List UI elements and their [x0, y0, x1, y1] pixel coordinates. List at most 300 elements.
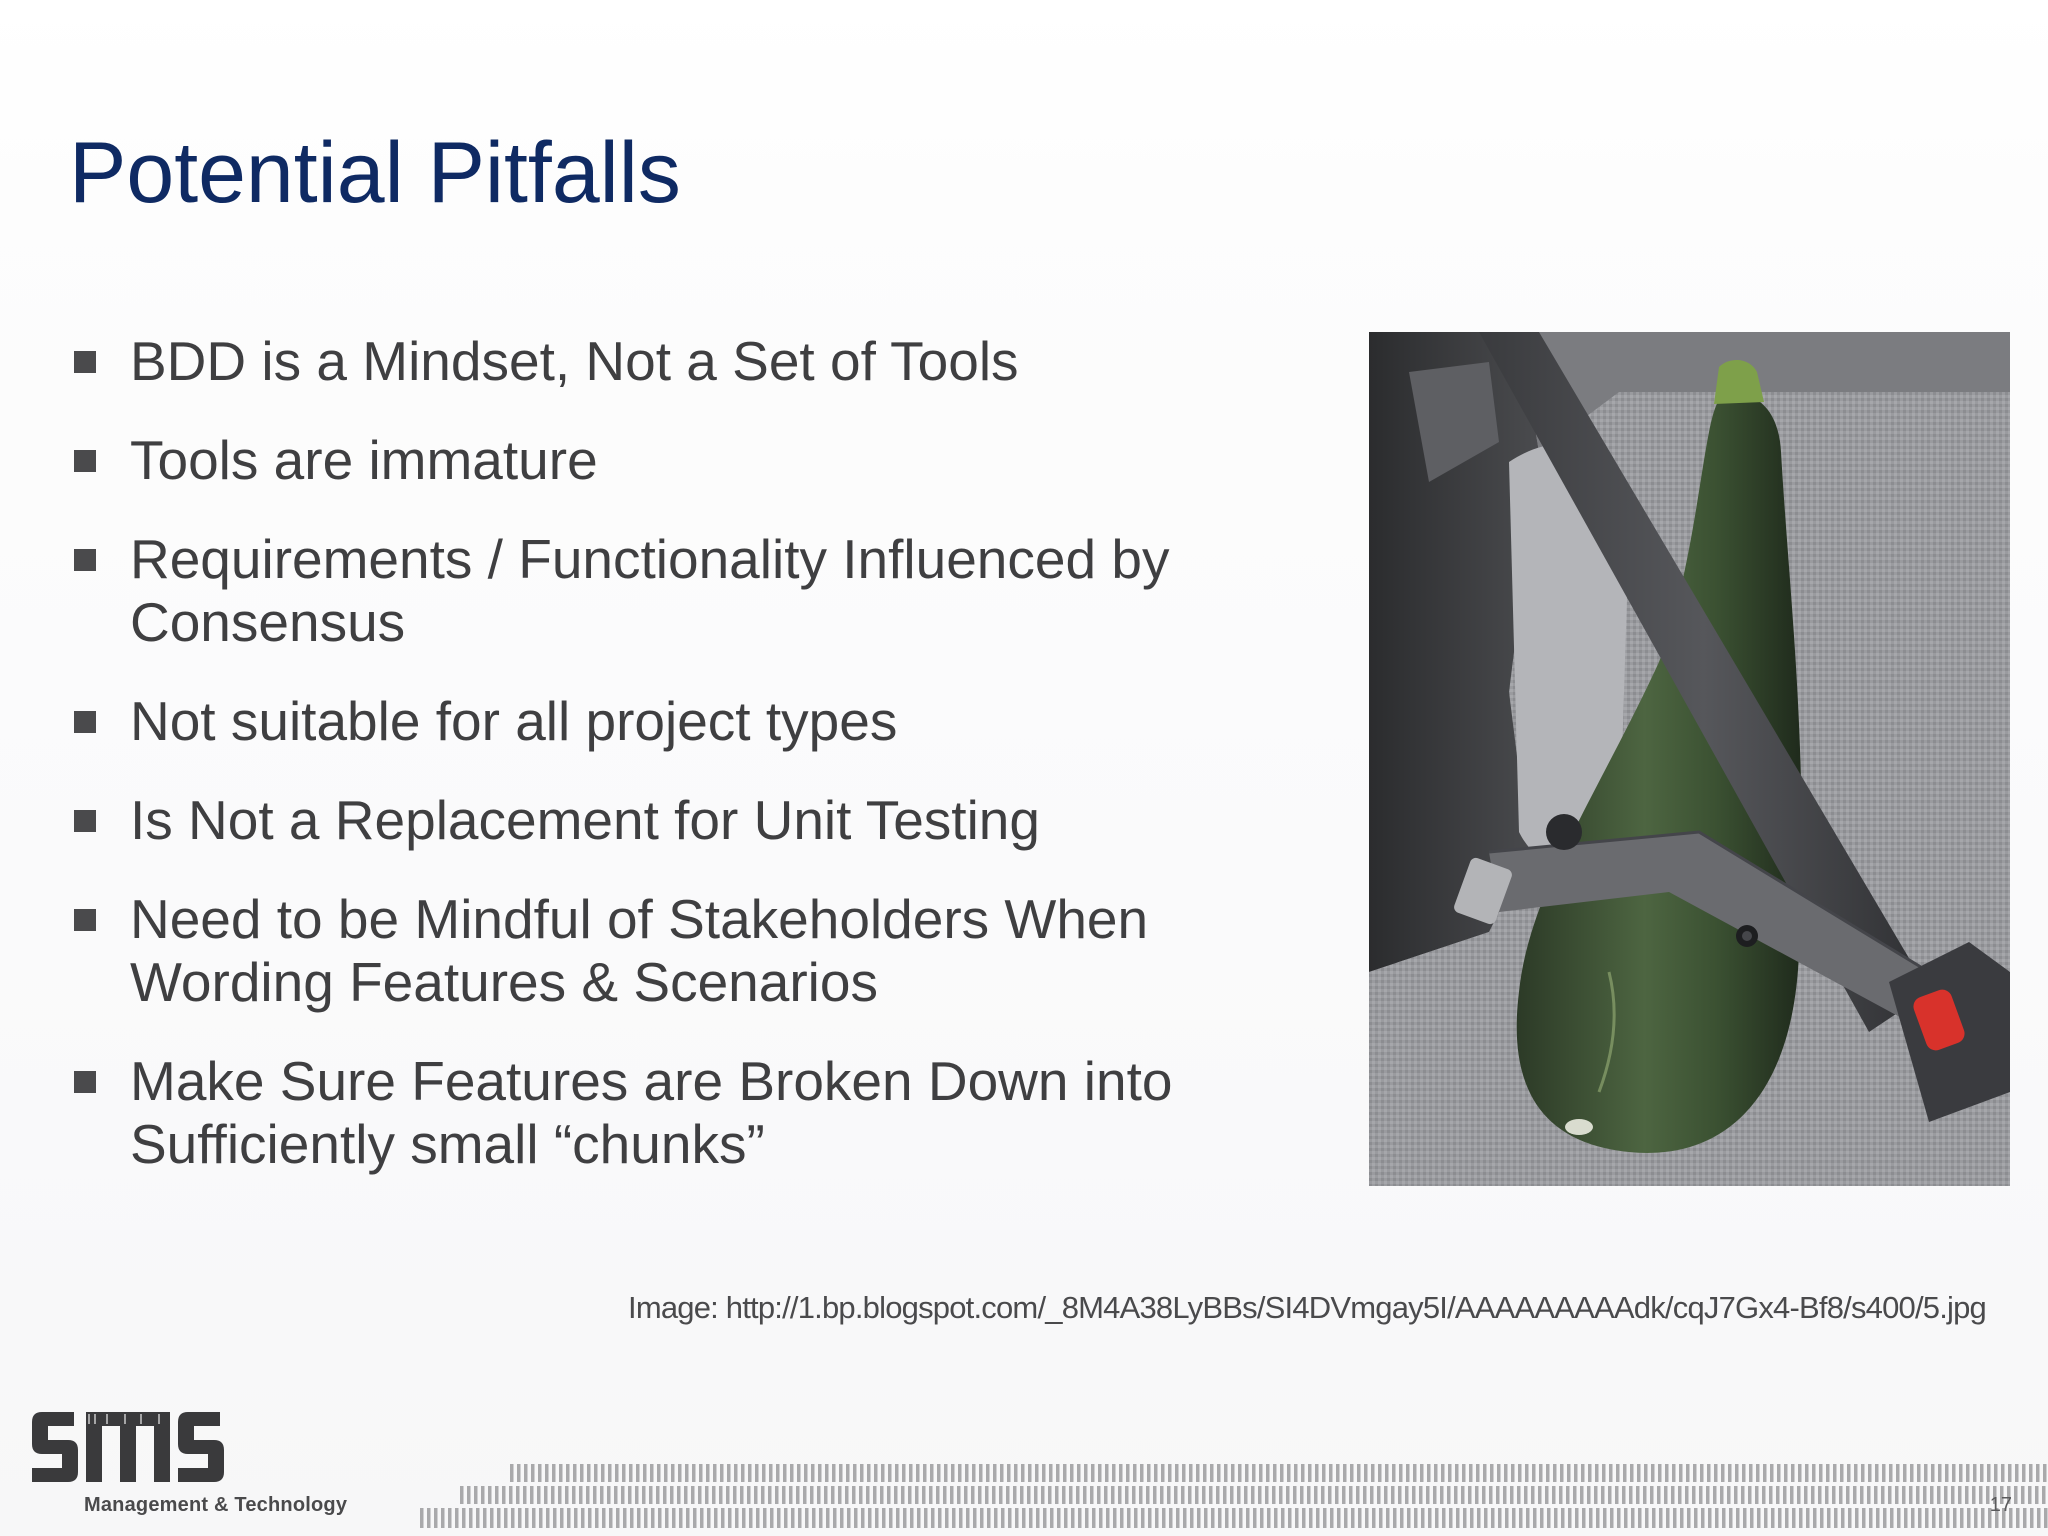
stripe-bar — [488, 1486, 492, 1504]
stripe-bar — [637, 1508, 641, 1528]
stripe-bar — [1722, 1508, 1726, 1528]
stripe-bar — [1308, 1464, 1312, 1482]
stripe-bar — [987, 1508, 991, 1528]
stripe-bar — [1442, 1508, 1446, 1528]
stripe-bar — [938, 1508, 942, 1528]
stripe-bar — [1489, 1486, 1493, 1504]
stripe-bar — [1889, 1464, 1893, 1482]
stripe-bar — [1813, 1508, 1817, 1528]
stripe-bar — [1449, 1508, 1453, 1528]
stripe-bar — [1440, 1486, 1444, 1504]
page-number: 17 — [1989, 1494, 2012, 1516]
stripe-bar — [747, 1486, 751, 1504]
bullet-text: Requirements / Functionality Influenced by Consensus — [130, 528, 1170, 653]
stripe-bar — [733, 1486, 737, 1504]
stripe-bar — [1273, 1464, 1277, 1482]
stripe-bar — [840, 1508, 844, 1528]
stripe-bar — [579, 1486, 583, 1504]
stripe-bar — [1868, 1464, 1872, 1482]
stripe-bar — [1253, 1508, 1257, 1528]
stripe-bar — [1036, 1508, 1040, 1528]
stripe-bar — [495, 1486, 499, 1504]
stripe-bar — [1510, 1486, 1514, 1504]
stripe-bar — [1469, 1464, 1473, 1482]
stripe-bar — [664, 1464, 668, 1482]
stripe-bar — [1678, 1486, 1682, 1504]
stripe-bar — [1595, 1464, 1599, 1482]
stripe-bar — [1923, 1486, 1927, 1504]
stripe-bar — [1630, 1464, 1634, 1482]
stripe-bar — [1580, 1486, 1584, 1504]
stripe-bar — [1127, 1508, 1131, 1528]
stripe-bar — [1168, 1464, 1172, 1482]
stripe-bar — [1029, 1508, 1033, 1528]
stripe-bar — [1792, 1508, 1796, 1528]
stripe-bar — [1484, 1508, 1488, 1528]
stripe-bar — [1552, 1486, 1556, 1504]
stripe-bar — [861, 1508, 865, 1528]
stripe-bar — [964, 1486, 968, 1504]
stripe-bar — [1707, 1464, 1711, 1482]
stripe-bar — [1342, 1486, 1346, 1504]
stripe-bar — [497, 1508, 501, 1528]
stripe-bar — [1097, 1486, 1101, 1504]
stripe-bar — [1749, 1464, 1753, 1482]
stripe-bar — [824, 1486, 828, 1504]
stripe-bar — [1582, 1508, 1586, 1528]
stripe-bar — [1225, 1508, 1229, 1528]
stripe-bar — [782, 1486, 786, 1504]
stripe-bar — [1832, 1486, 1836, 1504]
stripe-bar — [1888, 1486, 1892, 1504]
stripe-bar — [845, 1486, 849, 1504]
stripe-bar — [2008, 1464, 2012, 1482]
stripe-bar — [525, 1508, 529, 1528]
stripe-bar — [1148, 1508, 1152, 1528]
stripe-bar — [1972, 1486, 1976, 1504]
stripe-bar — [434, 1508, 438, 1528]
stripe-bar — [755, 1464, 759, 1482]
stripe-bar — [567, 1508, 571, 1528]
stripe-bar — [2023, 1508, 2027, 1528]
stripe-bar — [1680, 1508, 1684, 1528]
stripe-bar — [791, 1508, 795, 1528]
stripe-bar — [1202, 1486, 1206, 1504]
stripe-bar — [1896, 1464, 1900, 1482]
stripe-bar — [1022, 1508, 1026, 1528]
stripe-bar — [1567, 1464, 1571, 1482]
stripe-bar — [537, 1486, 541, 1504]
stripe-bar — [1743, 1508, 1747, 1528]
stripe-bar — [511, 1508, 515, 1528]
stripe-bar — [1426, 1486, 1430, 1504]
stripe-bar — [1161, 1464, 1165, 1482]
stripe-bar — [1980, 1464, 1984, 1482]
stripe-bar — [1566, 1486, 1570, 1504]
stripe-bar — [1252, 1464, 1256, 1482]
stripe-bar — [601, 1464, 605, 1482]
stripe-bar — [1498, 1508, 1502, 1528]
stripe-bar — [441, 1508, 445, 1528]
stripe-bar — [775, 1486, 779, 1504]
stripe-bar — [1175, 1464, 1179, 1482]
stripe-bar — [1911, 1508, 1915, 1528]
stripe-bar — [532, 1508, 536, 1528]
square-bullet-icon — [74, 351, 96, 373]
stripe-bar — [1973, 1464, 1977, 1482]
stripe-bar — [714, 1508, 718, 1528]
stripe-bar — [651, 1508, 655, 1528]
stripe-bar — [587, 1464, 591, 1482]
stripe-bar — [1069, 1486, 1073, 1504]
stripe-bar — [663, 1486, 667, 1504]
stripe-bar — [1174, 1486, 1178, 1504]
stripe-bar — [1715, 1508, 1719, 1528]
stripe-bar — [1545, 1486, 1549, 1504]
stripe-bar — [1013, 1486, 1017, 1504]
stripe-bar — [1517, 1486, 1521, 1504]
stripe-bar — [1377, 1486, 1381, 1504]
bullet-text: Make Sure Features are Broken Down into Sufficiently small “chunks” — [130, 1050, 1173, 1175]
stripe-bar — [1085, 1508, 1089, 1528]
stripe-bar — [628, 1486, 632, 1504]
stripe-bar — [1833, 1464, 1837, 1482]
stripe-bar — [1330, 1508, 1334, 1528]
stripe-bar — [1644, 1464, 1648, 1482]
stripe-bar — [700, 1508, 704, 1528]
bullet-item — [70, 690, 1310, 753]
stripe-bar — [1420, 1464, 1424, 1482]
stripe-bar — [1777, 1464, 1781, 1482]
stripe-bar — [1106, 1508, 1110, 1528]
stripe-bar — [1875, 1464, 1879, 1482]
decorative-stripe-band — [400, 1460, 2048, 1536]
stripe-bar — [1335, 1486, 1339, 1504]
stripe-bar — [420, 1508, 424, 1528]
stripe-bar — [825, 1464, 829, 1482]
stripe-bar — [657, 1464, 661, 1482]
stripe-bar — [1070, 1464, 1074, 1482]
stripe-bar — [1966, 1464, 1970, 1482]
stripe-bar — [1496, 1486, 1500, 1504]
stripe-bar — [902, 1464, 906, 1482]
stripe-bar — [1463, 1508, 1467, 1528]
stripe-bar — [699, 1464, 703, 1482]
stripe-bar — [650, 1464, 654, 1482]
stripe-bar — [1637, 1464, 1641, 1482]
stripe-bar — [1763, 1464, 1767, 1482]
stripe-bar — [924, 1508, 928, 1528]
stripe-bar — [510, 1464, 514, 1482]
stripe-bar — [1706, 1486, 1710, 1504]
stripe-bar — [1876, 1508, 1880, 1528]
sms-logo-mark — [32, 1412, 232, 1492]
stripe-bar — [551, 1486, 555, 1504]
stripe-bar — [615, 1464, 619, 1482]
stripe-bar — [804, 1464, 808, 1482]
bullet-item — [70, 429, 1310, 492]
stripe-bar — [2036, 1464, 2040, 1482]
stripe-bar — [1027, 1486, 1031, 1504]
stripe-bar — [545, 1464, 549, 1482]
stripe-bar — [1491, 1508, 1495, 1528]
stripe-bar — [1575, 1508, 1579, 1528]
stripe-bar — [2029, 1464, 2033, 1482]
stripe-bar — [1869, 1508, 1873, 1528]
stripe-bar — [1573, 1486, 1577, 1504]
stripe-bar — [509, 1486, 513, 1504]
stripe-bar — [1659, 1508, 1663, 1528]
stripe-bar — [1386, 1508, 1390, 1528]
stripe-bar — [1224, 1464, 1228, 1482]
stripe-bar — [1456, 1508, 1460, 1528]
stripe-bar — [1462, 1464, 1466, 1482]
stripe-bar — [707, 1508, 711, 1528]
stripe-bar — [1798, 1464, 1802, 1482]
stripe-bar — [1413, 1464, 1417, 1482]
stripe-bar — [608, 1464, 612, 1482]
stripe-bar — [530, 1486, 534, 1504]
stripe-bar — [880, 1486, 884, 1504]
stripe-bar — [1532, 1464, 1536, 1482]
stripe-bar — [581, 1508, 585, 1528]
stripe-bar — [1636, 1486, 1640, 1504]
stripe-bar — [1594, 1486, 1598, 1504]
stripe-bar — [1735, 1464, 1739, 1482]
stripe-bar — [1384, 1486, 1388, 1504]
stripe-bar — [1007, 1464, 1011, 1482]
stripe-bar — [1693, 1464, 1697, 1482]
stripe-bar — [1610, 1508, 1614, 1528]
stripe-bar — [2037, 1508, 2041, 1528]
stripe-bar — [1490, 1464, 1494, 1482]
stripe-bar — [959, 1508, 963, 1528]
stripe-bar — [1860, 1486, 1864, 1504]
stripe-bar — [1742, 1464, 1746, 1482]
stripe-bar — [649, 1486, 653, 1504]
stripe-bar — [1328, 1486, 1332, 1504]
stripe-bar — [1120, 1508, 1124, 1528]
stripe-bar — [1274, 1508, 1278, 1528]
stripe-bar — [1827, 1508, 1831, 1528]
stripe-bar — [1204, 1508, 1208, 1528]
stripe-bar — [936, 1486, 940, 1504]
stripe-bar — [847, 1508, 851, 1528]
stripe-bar — [1427, 1464, 1431, 1482]
square-bullet-icon — [74, 909, 96, 931]
stripe-bar — [685, 1464, 689, 1482]
stripe-bar — [1041, 1486, 1045, 1504]
stripe-bar — [1924, 1464, 1928, 1482]
stripe-bar — [1062, 1486, 1066, 1504]
square-bullet-icon — [74, 549, 96, 571]
stripe-bar — [1132, 1486, 1136, 1504]
stripe-bar — [1672, 1464, 1676, 1482]
stripe-bar — [698, 1486, 702, 1504]
stripe-bar — [1223, 1486, 1227, 1504]
stripe-bar — [636, 1464, 640, 1482]
stripe-bar — [1666, 1508, 1670, 1528]
stripe-bar — [1714, 1464, 1718, 1482]
stripe-bar — [1183, 1508, 1187, 1528]
stripe-bar — [1113, 1508, 1117, 1528]
stripe-bar — [1468, 1486, 1472, 1504]
stripe-bar — [712, 1486, 716, 1504]
stripe-bar — [917, 1508, 921, 1528]
stripe-bar — [1042, 1464, 1046, 1482]
stripe-bar — [1239, 1508, 1243, 1528]
stripe-bar — [1209, 1486, 1213, 1504]
stripe-bar — [1414, 1508, 1418, 1528]
stripe-bar — [1553, 1464, 1557, 1482]
stripe-bar — [1294, 1464, 1298, 1482]
stripe-bar — [1147, 1464, 1151, 1482]
stripe-bar — [1519, 1508, 1523, 1528]
stripe-bar — [642, 1486, 646, 1504]
square-bullet-icon — [74, 450, 96, 472]
stripe-bar — [1686, 1464, 1690, 1482]
stripe-bar — [1343, 1464, 1347, 1482]
stripe-bar — [1133, 1464, 1137, 1482]
stripe-bar — [1804, 1486, 1808, 1504]
stripe-bar — [546, 1508, 550, 1528]
stripe-bar — [1805, 1464, 1809, 1482]
stripe-bar — [1806, 1508, 1810, 1528]
stripe-bar — [600, 1486, 604, 1504]
stripe-bar — [692, 1464, 696, 1482]
stripe-bar — [937, 1464, 941, 1482]
bullet-text: Need to be Mindful of Stakeholders When Wording Features & Scenarios — [130, 888, 1149, 1013]
stripe-bar — [1398, 1486, 1402, 1504]
stripe-bar — [1839, 1486, 1843, 1504]
stripe-bar — [1538, 1486, 1542, 1504]
stripe-bar — [1687, 1508, 1691, 1528]
stripe-bar — [1188, 1486, 1192, 1504]
stripe-bar — [852, 1486, 856, 1504]
stripe-bar — [1146, 1486, 1150, 1504]
stripe-bar — [1736, 1508, 1740, 1528]
stripe-bar — [2016, 1508, 2020, 1528]
stripe-bar — [1406, 1464, 1410, 1482]
stripe-bar — [889, 1508, 893, 1528]
stripe-bar — [980, 1508, 984, 1528]
stripe-bar — [866, 1486, 870, 1504]
stripe-bar — [986, 1464, 990, 1482]
stripe-bar — [693, 1508, 697, 1528]
stripe-bar — [1902, 1486, 1906, 1504]
stripe-bar — [1371, 1464, 1375, 1482]
stripe-bar — [1581, 1464, 1585, 1482]
stripe-bar — [1764, 1508, 1768, 1528]
square-bullet-icon — [74, 1071, 96, 1093]
stripe-bar — [1776, 1486, 1780, 1504]
stripe-bar — [901, 1486, 905, 1504]
stripe-bar — [1945, 1464, 1949, 1482]
stripe-bar — [1288, 1508, 1292, 1528]
stripe-bar — [1203, 1464, 1207, 1482]
stripe-bar — [810, 1486, 814, 1504]
stripe-bar — [1554, 1508, 1558, 1528]
stripe-bar — [1321, 1486, 1325, 1504]
stripe-bar — [705, 1486, 709, 1504]
stripe-bar — [1006, 1486, 1010, 1504]
stripe-bar — [971, 1486, 975, 1504]
stripe-bar — [803, 1486, 807, 1504]
stripe-bar — [1546, 1464, 1550, 1482]
stripe-bar — [1160, 1486, 1164, 1504]
stripe-bar — [768, 1486, 772, 1504]
stripe-bar — [448, 1508, 452, 1528]
stripe-bar — [1378, 1464, 1382, 1482]
stripe-bar — [742, 1508, 746, 1528]
stripe-bar — [621, 1486, 625, 1504]
stripe-bar — [1916, 1486, 1920, 1504]
bullet-text: Tools are immature — [130, 429, 598, 491]
stripe-bar — [1076, 1486, 1080, 1504]
stripe-bar — [1701, 1508, 1705, 1528]
stripe-bar — [951, 1464, 955, 1482]
bullet-item — [70, 528, 1310, 654]
stripe-bar — [1092, 1508, 1096, 1528]
stripe-bar — [965, 1464, 969, 1482]
stripe-bar — [1511, 1464, 1515, 1482]
stripe-bar — [1049, 1464, 1053, 1482]
stripe-bar — [1232, 1508, 1236, 1528]
stripe-bar — [929, 1486, 933, 1504]
stripe-bar — [593, 1486, 597, 1504]
stripe-bar — [1064, 1508, 1068, 1528]
stripe-bar — [1818, 1486, 1822, 1504]
stripe-bar — [1561, 1508, 1565, 1528]
stripe-bar — [1001, 1508, 1005, 1528]
stripe-bar — [973, 1508, 977, 1528]
stripe-bar — [1602, 1464, 1606, 1482]
stripe-bar — [1848, 1508, 1852, 1528]
stripe-bar — [958, 1464, 962, 1482]
stripe-bar — [1981, 1508, 1985, 1528]
stripe-bar — [1370, 1486, 1374, 1504]
stripe-bar — [1643, 1486, 1647, 1504]
stripe-bar — [602, 1508, 606, 1528]
stripe-bar — [1874, 1486, 1878, 1504]
stripe-bar — [623, 1508, 627, 1528]
stripe-bar — [798, 1508, 802, 1528]
stripe-bar — [945, 1508, 949, 1528]
stripe-bar — [1372, 1508, 1376, 1528]
stripe-bar — [1652, 1508, 1656, 1528]
stripe-bar — [1323, 1508, 1327, 1528]
stripe-bar — [1700, 1464, 1704, 1482]
stripe-bar — [1258, 1486, 1262, 1504]
stripe-bar — [474, 1486, 478, 1504]
stripe-bar — [1797, 1486, 1801, 1504]
stripe-bar — [490, 1508, 494, 1528]
stripe-bar — [616, 1508, 620, 1528]
company-logo — [32, 1412, 352, 1522]
stripe-bar — [580, 1464, 584, 1482]
stripe-bar — [1609, 1464, 1613, 1482]
stripe-bar — [826, 1508, 830, 1528]
stripe-bar — [957, 1486, 961, 1504]
stripe-bar — [1218, 1508, 1222, 1528]
stripe-bar — [1917, 1464, 1921, 1482]
stripe-bar — [1841, 1508, 1845, 1528]
stripe-bar — [1825, 1486, 1829, 1504]
stripe-bar — [1959, 1464, 1963, 1482]
stripe-bar — [1526, 1508, 1530, 1528]
stripe-bar — [1518, 1464, 1522, 1482]
stripe-bar — [524, 1464, 528, 1482]
